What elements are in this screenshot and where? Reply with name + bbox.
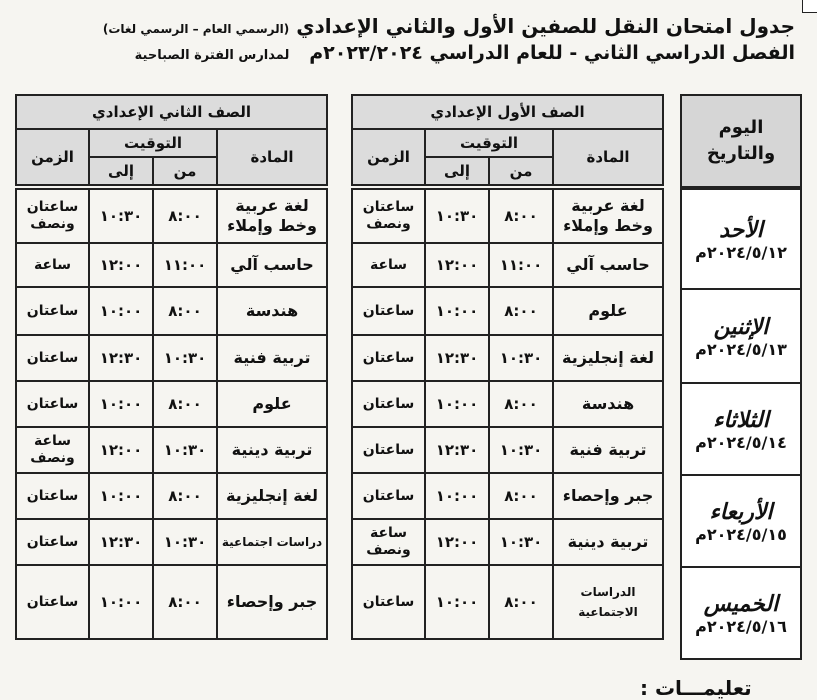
from-cell: ٨:٠٠ [153,473,217,519]
duration-cell: ساعتان [352,473,425,519]
duration-cell: ساعتان [352,381,425,427]
duration-cell: ساعتان [352,565,425,639]
duration-cell: ساعة ونصف [352,519,425,565]
title-line1: جدول امتحان النقل للصفين الأول والثاني الإعدادي [296,14,795,38]
duration-header: الزمن [352,129,425,185]
from-cell: ١٠:٣٠ [153,427,217,473]
table-row [16,189,327,243]
from-cell: ١٠:٣٠ [489,427,553,473]
to-cell: ١٢:٠٠ [89,243,153,287]
subject-cell: لغة عربية وخط وإملاء [217,189,327,243]
title-line1-note: (الرسمي العام – الرسمي لغات) [102,22,290,36]
from-cell: ٨:٠٠ [153,381,217,427]
grade1-table [351,94,664,640]
subject-cell: هندسة [217,287,327,335]
subject-cell: جبر وإحصاء [217,565,327,639]
from-cell: ١٠:٣٠ [489,335,553,381]
subject-cell: لغة إنجليزية [217,473,327,519]
to-header: إلى [89,157,153,185]
to-cell: ١٢:٣٠ [425,335,489,381]
day-date-table [680,94,802,660]
duration-header: الزمن [16,129,89,185]
table-row [16,287,327,335]
table-row [16,243,327,287]
duration-cell: ساعتان [16,335,89,381]
from-cell: ١٠:٣٠ [153,335,217,381]
title-line2: الفصل الدراسي الثاني - للعام الدراسي ٢٠٢٣/٢٠٢٤م [309,42,795,64]
day-name: الأحد [719,216,763,243]
duration-cell: ساعتان [16,519,89,565]
subject-cell: جبر وإحصاء [553,473,663,519]
from-cell: ٨:٠٠ [489,565,553,639]
to-cell: ١٢:٠٠ [89,427,153,473]
timing-header: التوقيت [425,129,553,157]
day-date: ٢٠٢٤/٥/١٣م [695,339,787,359]
table-row [352,519,663,565]
to-cell: ١٠:٠٠ [425,381,489,427]
table-row [352,287,663,335]
table-row [16,381,327,427]
to-cell: ١٢:٣٠ [89,519,153,565]
subject-cell: تربية فنية [553,427,663,473]
from-cell: ٨:٠٠ [153,565,217,639]
subject-cell: علوم [217,381,327,427]
table-row [352,565,663,639]
from-cell: ١١:٠٠ [489,243,553,287]
subject-cell: حاسب آلي [217,243,327,287]
from-cell: ١٠:٣٠ [153,519,217,565]
to-cell: ١٠:٠٠ [89,287,153,335]
table-row [352,243,663,287]
day-cell [681,475,801,567]
day-cell [681,189,801,289]
table-row [352,473,663,519]
day-date: ٢٠٢٤/٥/١٤م [695,432,787,452]
from-cell: ٨:٠٠ [153,287,217,335]
to-cell: ١٢:٣٠ [425,427,489,473]
table-row [16,565,327,639]
duration-cell: ساعتان [352,427,425,473]
duration-cell: ساعة [16,243,89,287]
day-cell [681,567,801,659]
corner-box [802,0,817,13]
to-cell: ١٠:٠٠ [89,381,153,427]
instructions-label: تعليمـــات : [640,676,752,700]
to-cell: ١٠:٠٠ [425,287,489,335]
to-header: إلى [425,157,489,185]
to-cell: ١٢:٣٠ [89,335,153,381]
from-cell: ٨:٠٠ [489,381,553,427]
grade1-title: الصف الأول الإعدادي [352,95,663,129]
subject-header: المادة [553,129,663,185]
day-name: الثلاثاء [713,406,769,433]
subject-cell: الدراسات الاجتماعية [553,565,663,639]
day-date: ٢٠٢٤/٥/١٢م [695,242,787,262]
grade2-table [15,94,328,640]
page-title [35,14,795,38]
to-cell: ١٠:٠٠ [89,473,153,519]
from-cell: ٨:٠٠ [489,473,553,519]
subject-cell: تربية دينية [217,427,327,473]
subject-cell: هندسة [553,381,663,427]
from-cell: ٨:٠٠ [489,189,553,243]
table-row [352,427,663,473]
to-cell: ١٠:٣٠ [89,189,153,243]
to-cell: ١٠:٠٠ [89,565,153,639]
from-header: من [489,157,553,185]
grade2-title: الصف الثاني الإعدادي [16,95,327,129]
subject-cell: دراسات اجتماعية [217,519,327,565]
to-cell: ١٠:٠٠ [425,473,489,519]
duration-cell: ساعتان [16,473,89,519]
day-cell [681,289,801,383]
day-date: ٢٠٢٤/٥/١٦م [695,616,787,636]
duration-cell: ساعتان [352,287,425,335]
duration-cell: ساعتان ونصف [16,189,89,243]
duration-cell: ساعتان [16,381,89,427]
to-cell: ١٠:٠٠ [425,565,489,639]
page-subtitle [35,42,795,64]
subject-cell: تربية فنية [217,335,327,381]
duration-cell: ساعة ونصف [16,427,89,473]
from-cell: ٨:٠٠ [489,287,553,335]
table-row [352,189,663,243]
from-cell: ١٠:٣٠ [489,519,553,565]
table-row [16,335,327,381]
to-cell: ١٢:٠٠ [425,519,489,565]
subject-cell: لغة إنجليزية [553,335,663,381]
table-row [16,519,327,565]
table-row [16,427,327,473]
from-cell: ٨:٠٠ [153,189,217,243]
duration-cell: ساعة [352,243,425,287]
day-name: الأربعاء [709,498,773,525]
day-date: ٢٠٢٤/٥/١٥م [695,524,787,544]
subject-header: المادة [217,129,327,185]
subject-cell: لغة عربية وخط وإملاء [553,189,663,243]
duration-cell: ساعتان [16,287,89,335]
table-row [352,335,663,381]
table-row [16,473,327,519]
to-cell: ١٠:٣٠ [425,189,489,243]
from-header: من [153,157,217,185]
subject-cell: حاسب آلي [553,243,663,287]
subject-cell: علوم [553,287,663,335]
duration-cell: ساعتان [352,335,425,381]
subject-cell: تربية دينية [553,519,663,565]
day-cell [681,383,801,475]
day-date-header: اليوم والتاريخ [681,95,801,187]
title-line2-note: لمدارس الفترة الصباحية [134,48,290,63]
duration-cell: ساعتان ونصف [352,189,425,243]
day-name: الخميس [703,590,779,617]
day-name: الإثنين [713,313,769,340]
to-cell: ١٢:٠٠ [425,243,489,287]
table-row [352,381,663,427]
timing-header: التوقيت [89,129,217,157]
duration-cell: ساعتان [16,565,89,639]
from-cell: ١١:٠٠ [153,243,217,287]
